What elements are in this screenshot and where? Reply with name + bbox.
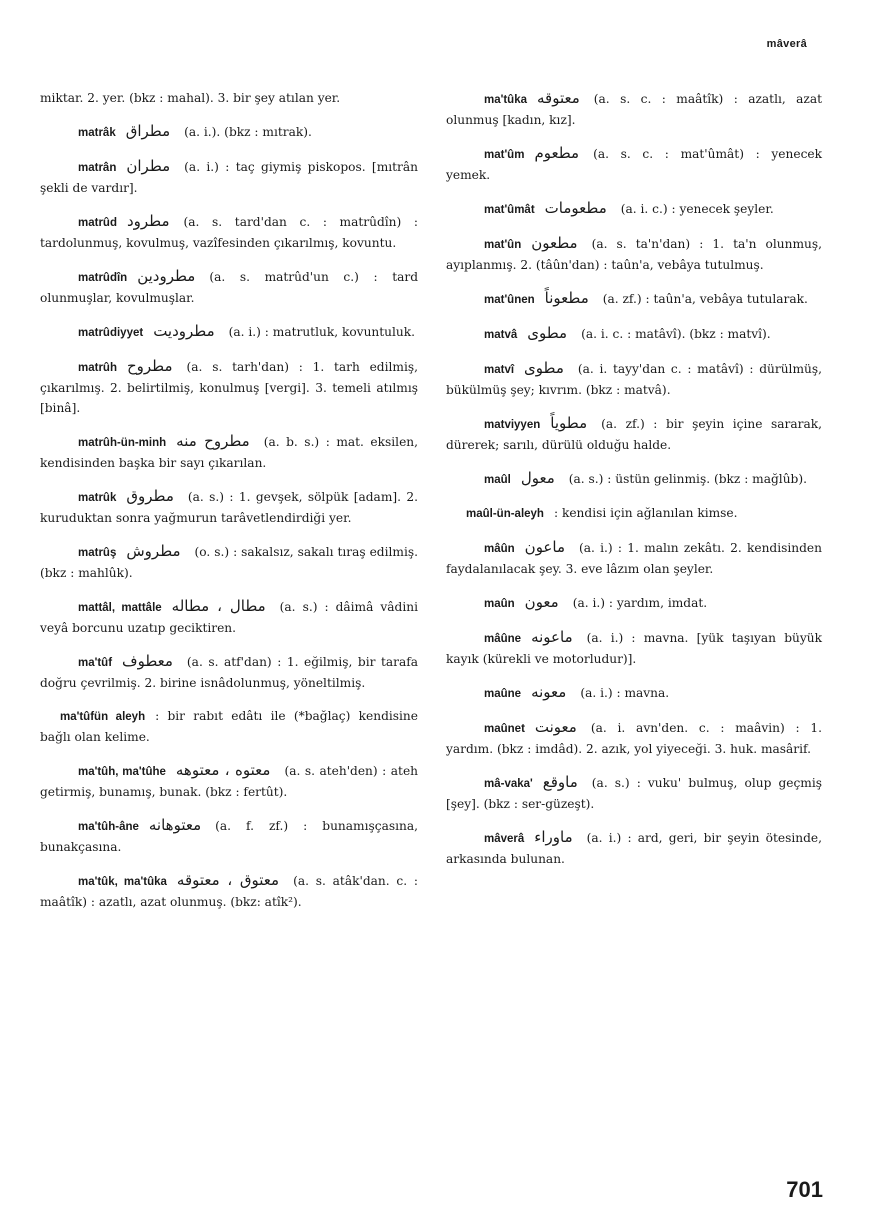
entry-arabic-script: ماوراء [534,828,573,846]
dictionary-entry [446,503,822,524]
entry-definition: (a. s. ta'n'dan) : 1. ta'n olunmuş, ayıplanmış. 2. (tâûn'dan) : taûn'a, vebâya tutulmuş. [446,237,822,272]
entry-arabic-script: مطعومات [544,199,607,217]
entry-arabic-script: ماوقع [542,773,578,791]
entry-arabic-script: مطوى [527,324,568,342]
entry-arabic-script: مطران [126,157,171,175]
dictionary-entry [40,486,418,528]
dictionary-entry [446,827,822,869]
entry-definition: (a. i.) : ard, geri, bir şeyin ötesinde, arkasında bulunan. [446,831,822,866]
entry-headword: ma'tûka [484,94,528,106]
dictionary-entry [40,88,418,108]
entry-headword: matrûd [78,217,117,229]
entry-headword: matrûdiyyet [78,327,144,339]
entry-arabic-script: مطعوناً [544,289,589,307]
entry-arabic-script: مطعون [531,234,578,252]
dictionary-entry [446,233,822,275]
dictionary-entry [446,537,822,579]
entry-headword: matrûdîn [78,272,128,284]
entry-arabic-script: معتوق ، معتوقه [176,871,280,889]
entry-definition: : kendisi için ağlanılan kimse. [553,506,738,520]
entry-arabic-script: معتوقه [537,89,580,107]
entry-headword: ma'tûf [78,657,113,669]
entry-headword: matvâ [484,329,518,341]
dictionary-entry [446,592,822,614]
entry-definition: miktar. 2. yer. (bkz : mahal). 3. bir şey atılan yer. [40,91,341,105]
entry-headword: mat'ûmât [484,204,535,216]
entry-arabic-script: مطعوم [534,144,580,162]
dictionary-entry [446,198,822,220]
dictionary-entry [40,156,418,198]
entry-headword: ma'tûfün aleyh [60,711,146,723]
entry-definition: (a. i. c.) : yenecek şeyler. [620,202,774,216]
entry-headword: mat'ûnen [484,294,535,306]
dictionary-entry [446,772,822,814]
dictionary-entry [446,288,822,310]
dictionary-entry [40,596,418,638]
entry-definition: (a. zf.) : bir şeyin içine sararak, dürerek; sarılı, dürülü olduğu halde. [446,417,822,452]
right-column [446,88,822,882]
entry-headword: matrûk [78,492,117,504]
entry-headword: mat'ûn [484,239,522,251]
entry-headword: maûl [484,474,511,486]
dictionary-entry [446,468,822,490]
entry-definition: (a. s. tard'dan c. : matrûdîn) : tardolunmuş, kovulmuş, vazîfesinden çıkarılmış, kovuntu. [40,215,418,250]
entry-definition: (a. b. s.) : mat. eksilen, kendisinden başka bir sayı çıkarılan. [40,435,419,470]
entry-headword: matrûh [78,362,117,374]
entry-definition: (a. s. matrûd'un c.) : tard olunmuşlar, kovulmuşlar. [40,270,418,305]
dictionary-entry [40,431,418,473]
entry-headword: mâ-vaka' [484,778,533,790]
entry-definition: (a. zf.) : taûn'a, vebâya tutularak. [602,292,808,306]
entry-headword: mat'ûm [484,149,525,161]
entry-arabic-script: مطراق [125,122,171,140]
entry-arabic-script: مطوياً [550,414,588,432]
entry-arabic-script: معون [524,593,559,611]
entry-arabic-script: معول [520,469,555,487]
left-column [40,88,418,925]
running-head: mâverâ [766,38,807,50]
entry-headword: ma'tûk, ma'tûka [78,876,167,888]
entry-arabic-script: مطوى [524,359,564,377]
entry-arabic-script: مطروش [126,542,181,560]
entry-definition: (o. s.) : sakalsız, sakalı tıraş edilmiş. (bkz : mahlûk). [40,545,418,580]
entry-arabic-script: مطروح [126,357,173,375]
entry-definition: (a. i. avn'den. c. : maâvin) : 1. yardım. (bkz : imdâd). 2. azık, yol yiyeceği. 3. huk. masârif. [446,721,822,756]
entry-definition: (a. s. tarh'dan) : 1. tarh edilmiş, çıkarılmış. 2. belirtilmiş, konulmuş [vergi]. 3. temeli atılmış [binâ]. [40,360,418,415]
dictionary-entry [40,541,418,583]
entry-arabic-script: معطوف [122,652,173,670]
entry-definition: (a. s. atf'dan) : 1. eğilmiş, bir tarafa doğru çevrilmiş. 2. birine isnâdolunmuş, yöneltilmiş. [40,655,418,690]
entry-definition: (a. i.) : mavna. [yük taşıyan büyük kayık (kürekli ve motorludur)]. [446,631,822,666]
entry-headword: mattâl, mattâle [78,602,162,614]
entry-headword: matrân [78,162,117,174]
entry-arabic-script: ماعونه [531,628,573,646]
dictionary-entry [40,211,418,253]
dictionary-entry [446,143,822,185]
entry-definition: (a. i.) : yardım, imdat. [572,596,708,610]
entry-arabic-script: مطروديت [153,322,215,340]
entry-definition: (a. s. atâk'dan. c. : maâtîk) : azatlı, azat olunmuş. (bkz: atîk²). [40,874,419,909]
entry-headword: mâverâ [484,833,525,845]
entry-headword: matrâk [78,127,116,139]
entry-arabic-script: مطرودين [137,267,196,285]
entry-definition: (a. s.) : dâimâ vâdini veyâ borcunu uzatıp geciktiren. [40,600,418,635]
entry-arabic-script: معتوه ، معتوهه [175,761,271,779]
entry-definition: (a. s.) : 1. gevşek, sölpük [adam]. 2. kuruduktan sonra yağmurun tarâvetlendirdiği yer. [40,490,418,525]
dictionary-entry [446,88,822,130]
entry-arabic-script: معتوهانه [148,816,202,834]
entry-definition: (a. i.) : taç giymiş piskopos. [mıtrân şekli de vardır]. [40,160,418,195]
dictionary-entry [40,121,418,143]
entry-definition: (a. s. ateh'den) : ateh getirmiş, bunamış, bunak. (bkz : fertût). [40,764,419,799]
entry-headword: maûnet [484,723,525,735]
entry-definition: (a. i. c. : matâvî). (bkz : matvî). [581,327,771,341]
dictionary-entry [446,358,822,400]
dictionary-entry [40,356,418,418]
dictionary-entry [40,760,418,802]
entry-definition: (a. i.) : matrutluk, kovuntuluk. [228,325,416,339]
entry-definition: (a. s. c. : maâtîk) : azatlı, azat olunmuş [kadın, kız]. [446,92,822,127]
entry-arabic-script: معونت [534,718,577,736]
entry-headword: matviyyen [484,419,541,431]
entry-definition: (a. f. zf.) : bunamışçasına, bunakçasına. [40,819,418,854]
entry-arabic-script: مطروح منه [176,432,250,450]
entry-arabic-script: معونه [531,683,567,701]
entry-arabic-script: مطرود [126,212,170,230]
dictionary-entry [446,627,822,669]
dictionary-entry [40,321,418,343]
page-number: 701 [786,1177,823,1202]
dictionary-entry [446,323,822,345]
entry-headword: matvî [484,364,515,376]
entry-headword: matrûş [78,547,117,559]
entry-arabic-script: ماعون [524,538,565,556]
entry-definition: (a. s. c. : mat'ûmât) : yenecek yemek. [446,147,822,182]
entry-headword: matrûh-ün-minh [78,437,167,449]
entry-definition: (a. i.). (bkz : mıtrak). [184,125,312,139]
entry-definition: : bir rabıt edâtı ile (*bağlaç) kendisine bağlı olan kelime. [40,709,418,744]
entry-headword: mâûne [484,633,522,645]
dictionary-entry [40,815,418,857]
entry-definition: (a. i.) : 1. malın zekâtı. 2. kendisinden faydalanılacak şey. 3. eve lâzım olan şeyler. [446,541,822,576]
dictionary-entry [446,682,822,704]
entry-definition: (a. i.) : mavna. [580,686,670,700]
entry-headword: ma'tûh, ma'tûhe [78,766,166,778]
entry-headword: mâûn [484,543,515,555]
entry-headword: maûn [484,598,515,610]
dictionary-entry [40,706,418,747]
entry-headword: maûl-ün-aleyh [466,508,544,520]
dictionary-entry [40,266,418,308]
entry-arabic-script: مطروق [126,487,174,505]
entry-arabic-script: مطال ، مطاله [171,597,266,615]
dictionary-entry [40,870,418,912]
dictionary-entry [446,717,822,759]
dictionary-entry [446,413,822,455]
entry-definition: (a. s.) : üstün gelinmiş. (bkz : mağlûb). [568,472,807,486]
dictionary-entry [40,651,418,693]
entry-headword: ma'tûh-âne [78,821,139,833]
entry-definition: (a. i. tayy'dan c. : matâvî) : dürülmüş, bükülmüş şey; kıvrım. (bkz : matvâ). [446,362,822,397]
entry-definition: (a. s.) : vuku' bulmuş, olup geçmiş [şey]. (bkz : ser-güzeşt). [446,776,822,811]
entry-headword: maûne [484,688,522,700]
